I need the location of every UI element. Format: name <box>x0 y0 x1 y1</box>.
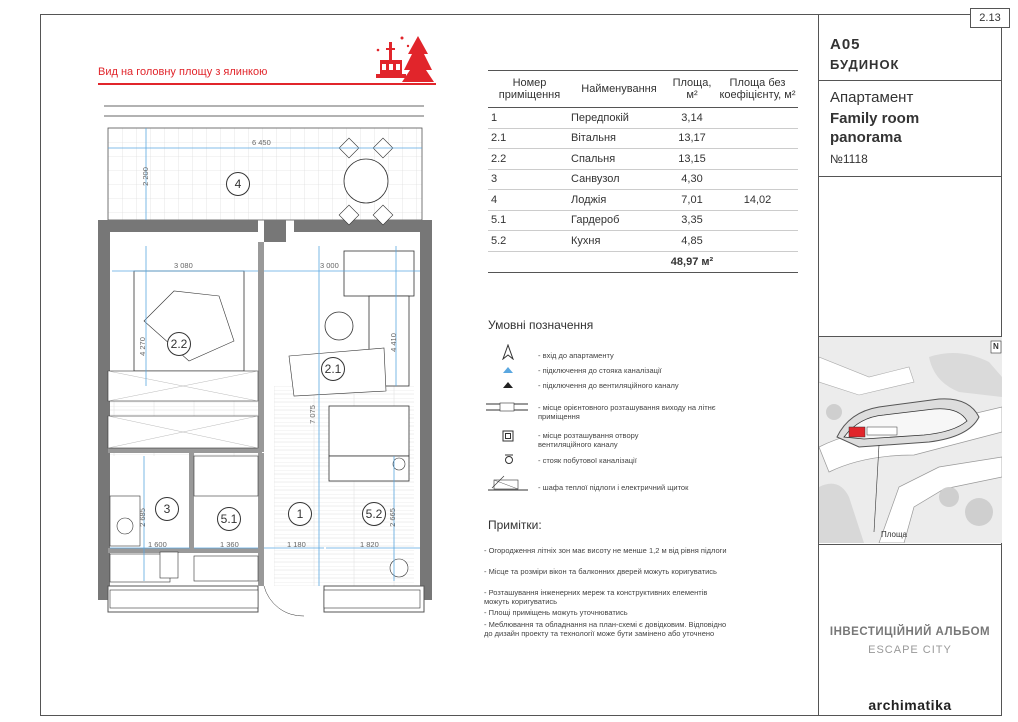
note-item: - Місце та розміри вікон та балконних дверей можуть коригуватись <box>484 567 717 576</box>
room-name: Спальня <box>571 149 667 170</box>
room-area: 4,85 <box>667 231 717 252</box>
room-area: 7,01 <box>667 190 717 211</box>
dim-3000: 3 000 <box>320 261 339 270</box>
room-name: Гардероб <box>571 210 667 231</box>
room-area: 13,17 <box>667 128 717 149</box>
dim-2665: 2 665 <box>387 508 397 527</box>
dim-4270: 4 270 <box>137 337 147 356</box>
room-area: 13,15 <box>667 149 717 170</box>
room-num: 2.2 <box>488 149 571 170</box>
divider <box>818 176 1002 177</box>
col-area: Площа, м² <box>667 71 717 108</box>
room-name: Передпокій <box>571 108 667 129</box>
room-name: Вітальня <box>571 128 667 149</box>
note-item: - Меблювання та обладнання на план-схемі є довідковим. Відповідно до дизайн проекту та технології може бути замінено або уточнено <box>484 620 727 638</box>
sewer-riser-icon <box>503 454 515 464</box>
album-title: ІНВЕСТИЦІЙНИЙ АЛЬБОМ <box>829 626 991 638</box>
room-number-5-1: 5.1 <box>217 507 241 531</box>
note-item: - Огородження літніх зон має висоту не менше 1,2 м від рівня підлоги <box>484 546 727 555</box>
room-area-raw <box>717 210 798 231</box>
room-number-2-2: 2.2 <box>167 332 191 356</box>
col-number: Номер приміщення <box>488 71 571 108</box>
note-item: - Площі приміщень можуть уточнюватись <box>484 608 628 617</box>
table-row <box>488 128 798 149</box>
room-number-3: 3 <box>155 497 179 521</box>
room-name: Лоджія <box>571 190 667 211</box>
room-area-raw <box>717 149 798 170</box>
floor-heating-cabinet-icon <box>488 474 528 492</box>
dim-6450: 6 450 <box>252 138 271 147</box>
dim-1820: 1 820 <box>360 540 379 549</box>
room-name: Кухня <box>571 231 667 252</box>
legend-item: - підключення до вентиляційного каналу <box>538 381 679 390</box>
room-area-raw <box>717 108 798 129</box>
room-num: 4 <box>488 190 571 211</box>
north-indicator: N <box>993 342 999 351</box>
legend-item: - стояк побутової каналізації <box>538 456 637 465</box>
legend-item: - місце орієнтовного розташування виходу на літнє приміщення <box>538 403 716 421</box>
room-number-4: 4 <box>226 172 250 196</box>
room-number-2-1: 2.1 <box>321 357 345 381</box>
rooms-table <box>488 70 798 273</box>
dim-4410: 4 410 <box>388 333 398 352</box>
apartment-number: №1118 <box>830 152 868 166</box>
album-subtitle: ESCAPE CITY <box>868 644 952 656</box>
legend-item: - шафа теплої підлоги і електричний щиток <box>538 483 689 492</box>
divider <box>818 80 1002 81</box>
page-number: 2.13 <box>970 8 1010 28</box>
table-row <box>488 149 798 170</box>
block-code: А05 <box>830 36 861 53</box>
notes-title: Примітки: <box>488 518 542 532</box>
table-row <box>488 190 798 211</box>
col-area-raw: Площа без коефіцієнту, м² <box>717 71 798 108</box>
room-name: Санвузол <box>571 169 667 190</box>
room-num: 2.1 <box>488 128 571 149</box>
table-row <box>488 210 798 231</box>
dim-2200: 2 200 <box>140 167 150 186</box>
archimatika-logo: archimatika <box>868 697 952 713</box>
balcony-exit-icon <box>486 400 528 414</box>
apartment-label: Апартамент <box>830 89 914 106</box>
room-num: 3 <box>488 169 571 190</box>
note-item: - Розташування інженерних мереж та конструктивних елементів можуть коригуватись <box>484 588 708 606</box>
room-area-raw <box>717 231 798 252</box>
room-num: 5.2 <box>488 231 571 252</box>
view-caption: Вид на головну площу з ялинкою <box>98 66 268 78</box>
room-area-raw <box>717 128 798 149</box>
site-map-drawing <box>819 337 1002 543</box>
room-number-1: 1 <box>288 502 312 526</box>
sewer-connection-icon <box>502 366 514 374</box>
room-num: 5.1 <box>488 210 571 231</box>
room-area-raw: 14,02 <box>717 190 798 211</box>
legend-item: - вхід до апартаменту <box>538 351 614 360</box>
legend-item: - місце розташування отвору вентиляційного каналу <box>538 431 639 449</box>
dim-7075: 7 075 <box>307 405 317 424</box>
dim-3080: 3 080 <box>174 261 193 270</box>
building-label: БУДИНОК <box>830 57 900 72</box>
dim-1360: 1 360 <box>220 540 239 549</box>
room-num: 1 <box>488 108 571 129</box>
table-row <box>488 169 798 190</box>
table-row <box>488 108 798 129</box>
entrance-arrow-icon <box>500 344 516 360</box>
total-area: 48,97 м² <box>667 251 717 272</box>
vent-opening-icon <box>502 430 514 442</box>
room-area-raw <box>717 169 798 190</box>
col-name: Найменування <box>571 71 667 108</box>
total-row <box>488 251 798 272</box>
dim-1600: 1 600 <box>148 540 167 549</box>
room-number-5-2: 5.2 <box>362 502 386 526</box>
apartment-name-line1: Family room <box>830 110 920 127</box>
site-map <box>819 337 1002 543</box>
rooms-table-header <box>488 71 798 108</box>
table-row <box>488 231 798 252</box>
christmas-tree-icon <box>372 32 436 84</box>
room-area: 4,30 <box>667 169 717 190</box>
vent-connection-icon <box>502 381 514 389</box>
room-area: 3,35 <box>667 210 717 231</box>
divider <box>818 544 1002 545</box>
legend-item: - підключення до стояка каналізації <box>538 366 662 375</box>
room-area: 3,14 <box>667 108 717 129</box>
map-place-label: Площа <box>881 530 907 539</box>
dim-1180: 1 180 <box>287 540 306 549</box>
dim-2685: 2 685 <box>137 508 147 527</box>
apartment-name-line2: panorama <box>830 129 902 146</box>
legend-title: Умовні позначення <box>488 318 594 332</box>
